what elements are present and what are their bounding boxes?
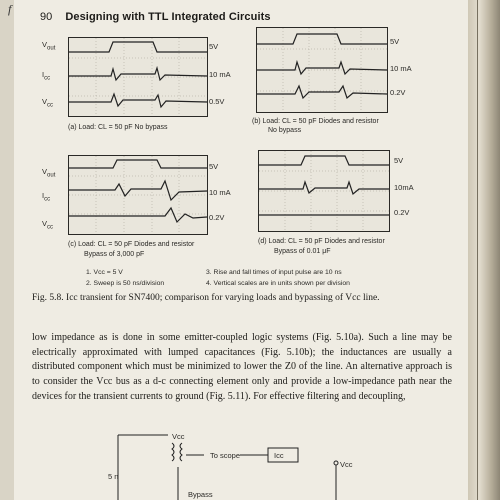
caption-c-line1: (c) Load: CL = 50 pF Diodes and resistor <box>68 241 195 248</box>
scale-a-1: 5V <box>209 42 219 51</box>
page-header <box>40 11 271 23</box>
signal-label-vcc-c: $V_{cc}$ <box>42 219 54 231</box>
body-paragraph: low impedance as is done in some emitter-coupled logic systems (Fig. 5.10a). Such a line may be electrically approximated with lumped capacitances (Fig. 5.10b); the inductances are usually a distributed component which must be minimized to lower the Z0 of the line. An alternative approach is to consider the Vcc bus as a d-c connecting element only and provide a low-impedance path near the devices for the transient currents to ground (Fig. 5.11). For effective filtering and decoupling, <box>32 332 452 402</box>
notes-left <box>86 267 164 289</box>
body-text <box>32 331 452 405</box>
scale-a-3: 0.5V <box>209 97 225 106</box>
caption-b-line1: (b) Load: CL = 50 pF Diodes and resistor <box>252 118 379 125</box>
page-number: 90 <box>40 11 53 23</box>
signal-label-icc-c: $I_{cc}$ <box>42 191 51 203</box>
scope-trace-a <box>69 38 207 116</box>
test-circuit-diagram <box>0 425 468 500</box>
caption-d-line2: Bypass of 0.01 μF <box>274 248 331 255</box>
bypass-label: Bypass <box>188 490 213 499</box>
scale-a-2: 10 mA <box>209 70 231 79</box>
scope-panel-d <box>258 150 390 232</box>
signal-label-icc-a: $I_{cc}$ <box>42 70 51 82</box>
scale-c-1: 5V <box>209 162 219 171</box>
inductor-label: 5 n <box>108 472 119 481</box>
running-title: Designing with TTL Integrated Circuits <box>65 11 271 23</box>
scale-b-2: 10 mA <box>390 64 412 73</box>
icc-box-label: Icc <box>274 451 284 460</box>
note-1: 1. Vcc = 5 V <box>86 269 123 276</box>
signal-label-vout-c: $V_{out}$ <box>42 167 56 179</box>
scope-trace-b <box>257 28 387 112</box>
scale-d-1: 5V <box>394 156 404 165</box>
note-3: 3. Rise and fall times of input pulse are 10 ns <box>206 269 342 276</box>
caption-a: (a) Load: CL = 50 pF No bypass <box>68 124 168 131</box>
scope-trace-c <box>69 156 207 234</box>
note-2: 2. Sweep is 50 ns/division <box>86 280 165 287</box>
scope-panel-c <box>68 155 208 235</box>
signal-label-vcc-a: $V_{cc}$ <box>42 97 54 109</box>
signal-label-vout-a: $V_{out}$ <box>42 40 56 52</box>
book-spine <box>468 0 500 500</box>
scope-trace-d <box>259 151 389 231</box>
scale-b-3: 0.2V <box>390 88 406 97</box>
circuit-vcc-label: Vcc <box>172 432 185 441</box>
caption-c-line2: Bypass of 3,000 pF <box>84 251 145 258</box>
scope-panel-b <box>256 27 388 113</box>
to-scope-label: To scope <box>210 451 241 460</box>
scale-d-3: 0.2V <box>394 208 410 217</box>
scale-d-2: 10mA <box>394 183 414 192</box>
scale-b-1: 5V <box>390 37 400 46</box>
scope-panel-a <box>68 37 208 117</box>
note-4: 4. Vertical scales are in units shown per division <box>206 280 350 287</box>
figure-caption: Fig. 5.8. Icc transient for SN7400; comparison for varying loads and bypassing of Vcc line. <box>32 293 380 303</box>
caption-b-line2: No bypass <box>268 127 302 134</box>
scale-c-3: 0.2V <box>209 213 225 222</box>
spine-crease <box>477 0 478 500</box>
corner-mark: f <box>8 2 12 16</box>
scale-c-2: 10 mA <box>209 188 231 197</box>
circuit-vcc-right-label: Vcc <box>340 460 353 469</box>
caption-d-line1: (d) Load: CL = 50 pF Diodes and resistor <box>258 238 385 245</box>
notes-right <box>206 267 350 289</box>
